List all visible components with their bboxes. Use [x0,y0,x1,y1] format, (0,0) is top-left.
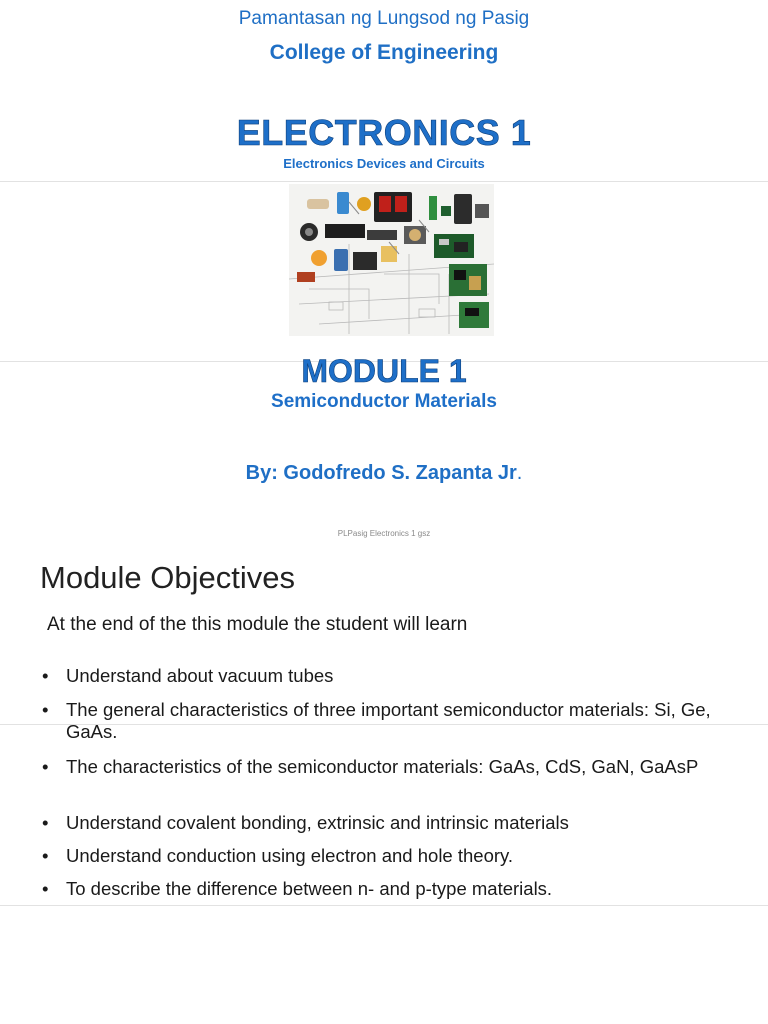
author-line [0,462,768,485]
objective-item: • Understand conduction using electron and hole theory. [66,845,726,867]
university-name: Pamantasan ng Lungsod ng Pasig [238,8,530,29]
page-divider [0,905,768,906]
module-subtitle: Semiconductor Materials [271,391,497,412]
objective-item: • The characteristics of the semiconductor materials: GaAs, CdS, GaN, GaAsP [66,756,726,778]
objective-item: • Understand about vacuum tubes [66,665,726,687]
page-divider [0,181,768,182]
electronic-components-photo [289,184,494,336]
slide-footer: PLPasig Electronics 1 gsz [337,529,431,538]
module-title: MODULE 1 [301,353,467,389]
objective-item: • Understand covalent bonding, extrinsic and intrinsic materials [66,812,726,834]
objective-item: • The general characteristics of three important semiconductor materials: Si, Ge, GaAs. [66,699,726,743]
course-subtitle: Electronics Devices and Circuits [283,156,485,171]
objectives-intro: At the end of the this module the student will learn [47,614,468,635]
author-name: By: Godofredo S. Zapanta Jr [245,462,517,484]
course-title: ELECTRONICS 1 [236,112,532,153]
objective-item: • To describe the difference between n- and p-type materials. [66,878,726,900]
author-suffix: . [516,462,523,484]
college-name: College of Engineering [269,41,499,64]
objectives-title: Module Objectives [40,560,296,595]
